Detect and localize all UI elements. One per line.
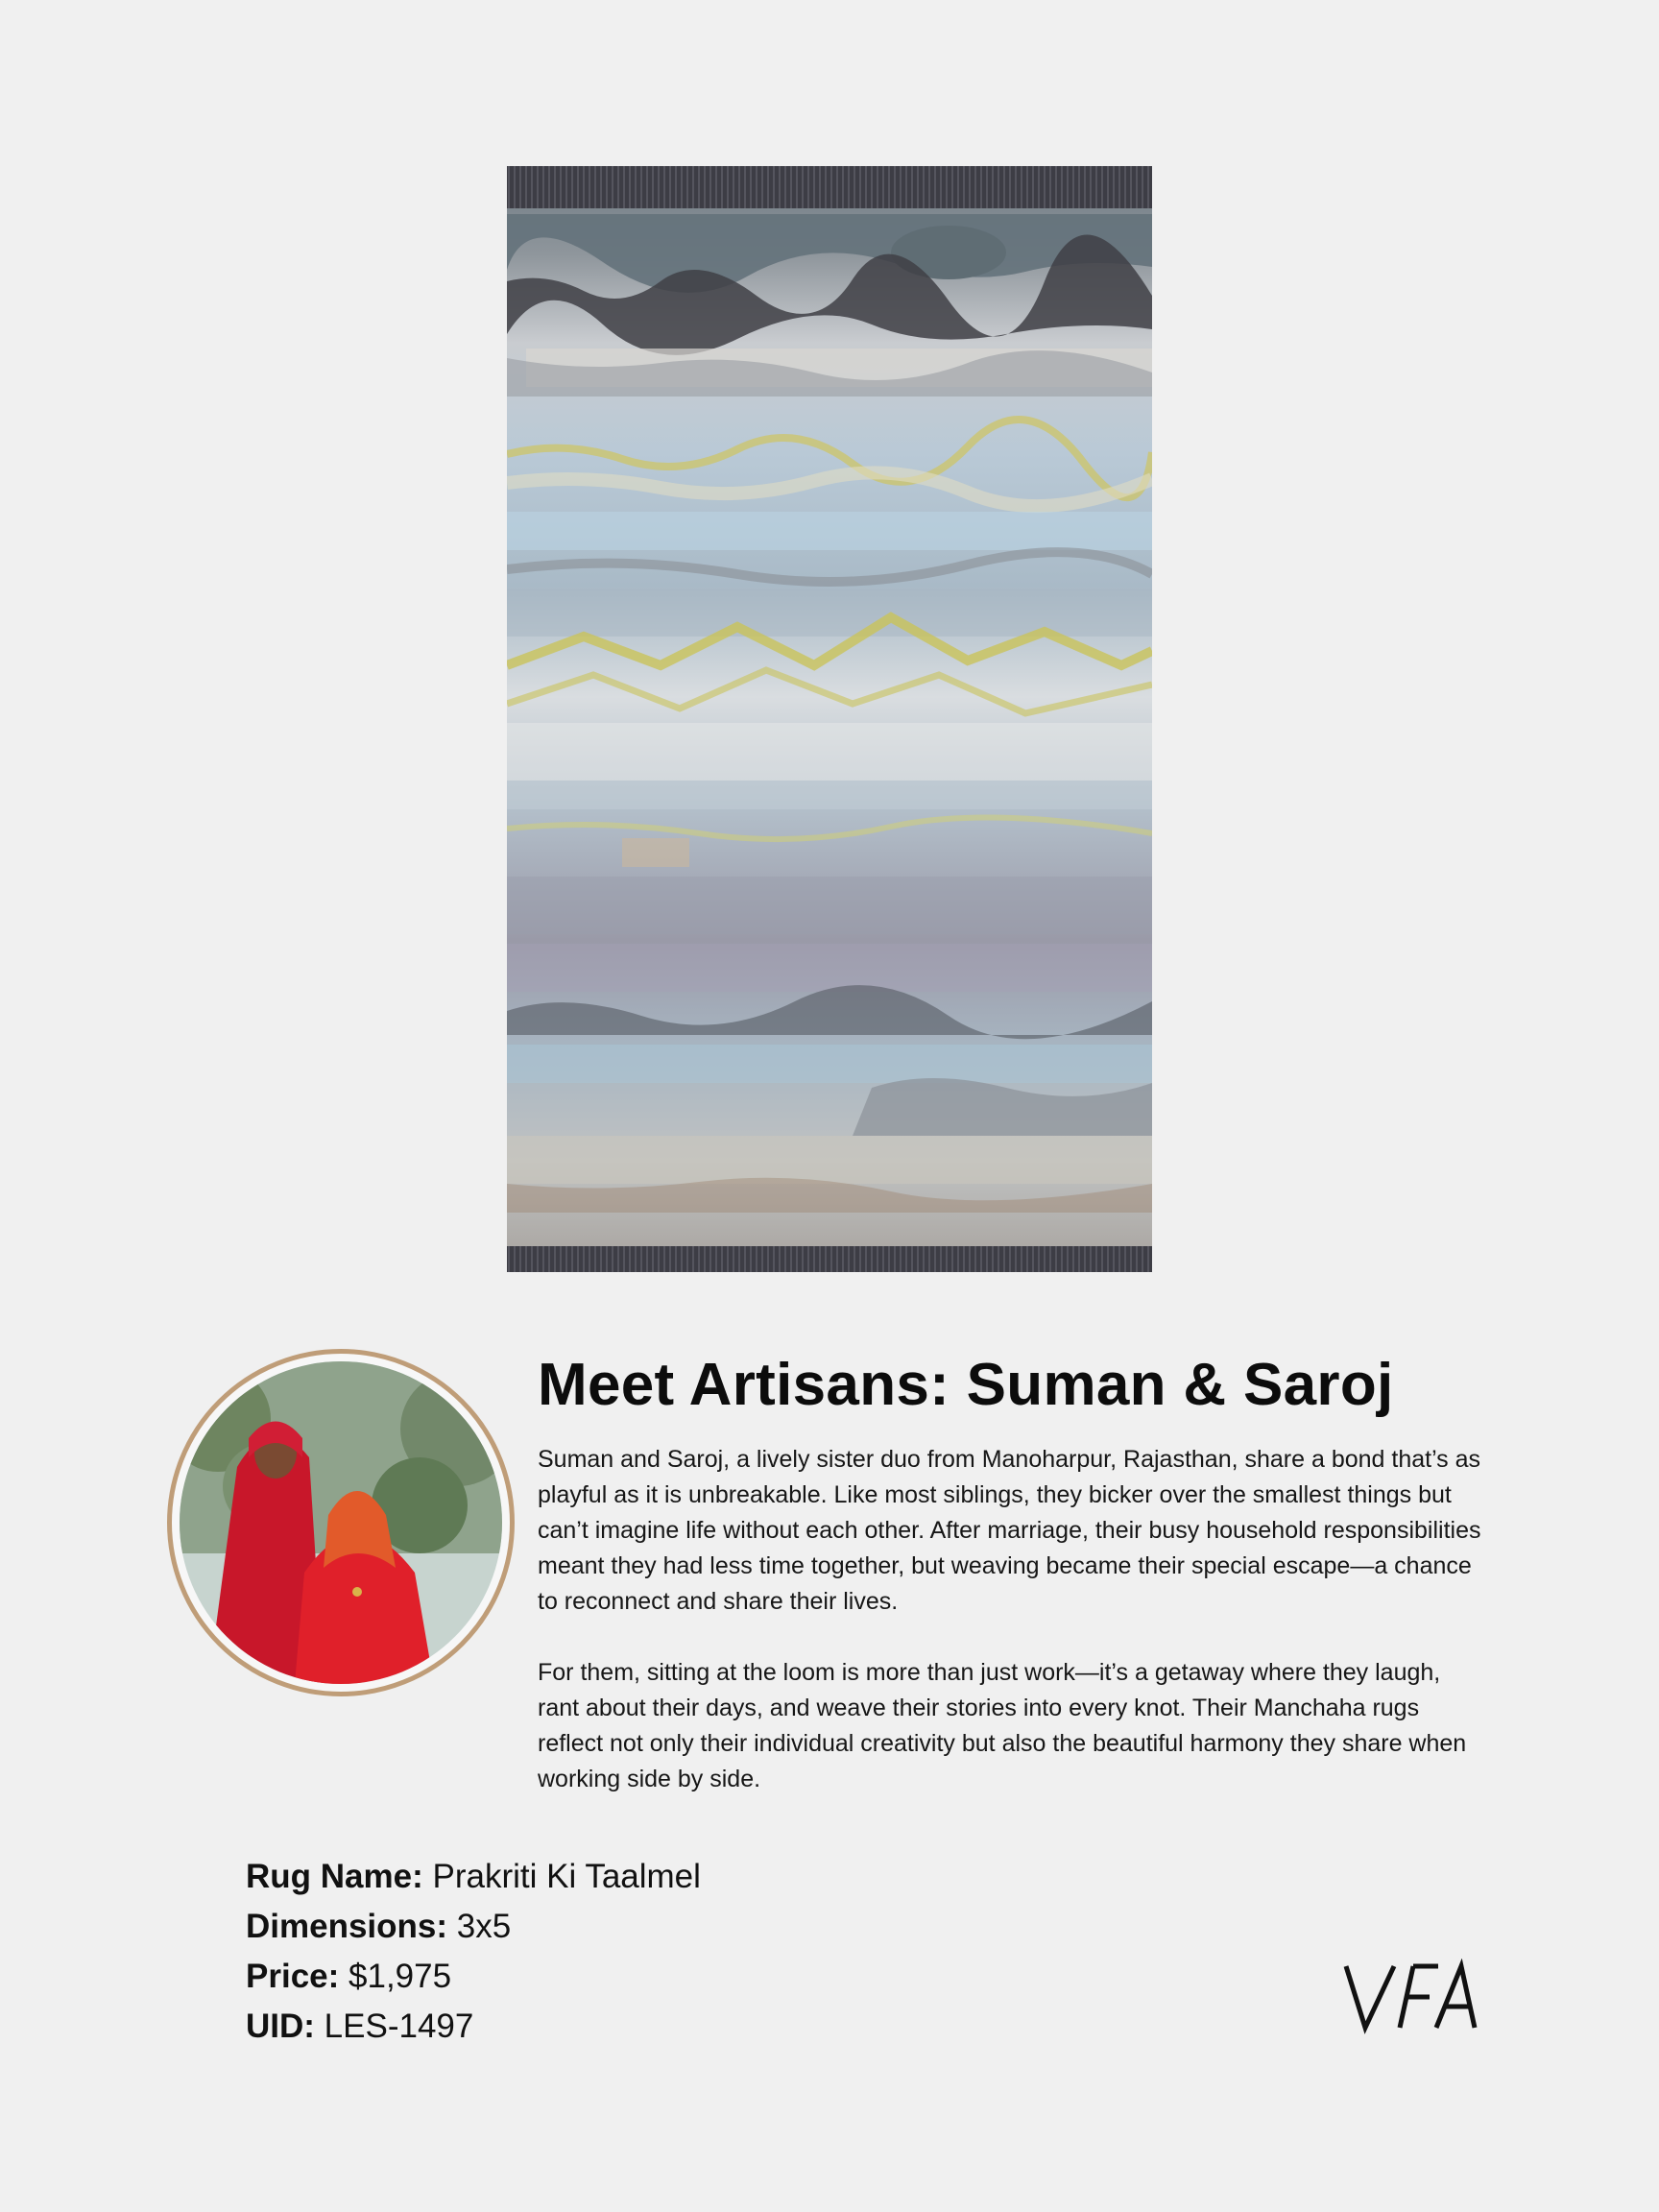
bio-paragraph: Suman and Saroj, a lively sister duo from Manoharpur, Rajasthan, share a bond that’s as playful as it is unbreakable. Like most siblings, they bicker over the smallest things but can’t imagine life without each other. After marriage, their busy household responsibilities meant they had less time together, but weaving became their special escape—a chance to reconnect and share their lives. [538, 1446, 1481, 1615]
spec-label: UID: [246, 2008, 315, 2045]
spec-value: $1,975 [349, 1958, 452, 1995]
spec-uid [246, 2002, 701, 2052]
artisan-photo [180, 1361, 502, 1684]
artisan-portrait [167, 1349, 515, 1696]
artisans-bio [538, 1442, 1483, 1833]
spec-label: Rug Name: [246, 1858, 423, 1895]
spec-dimensions [246, 1902, 701, 1952]
spec-rug-name [246, 1852, 701, 1902]
brand-logo [1338, 1959, 1482, 2035]
rug-specs [246, 1852, 701, 2052]
spec-label: Price: [246, 1958, 340, 1995]
rug-image [507, 166, 1152, 1272]
spec-price [246, 1952, 701, 2002]
artisan-photo-illustration [180, 1361, 502, 1684]
rug-pattern [507, 166, 1152, 1272]
spec-value: LES-1497 [324, 2008, 474, 2045]
artisans-heading: Meet Artisans: Suman & Saroj [538, 1352, 1394, 1418]
bio-paragraph: For them, sitting at the loom is more than just work—it’s a getaway where they laugh, rant about their days, and weave their stories into every knot. Their Manchaha rugs reflect not only their individual creativity but also the beautiful harmony they share when working side by side. [538, 1659, 1467, 1792]
spec-label: Dimensions: [246, 1908, 448, 1945]
spec-value: Prakriti Ki Taalmel [432, 1858, 701, 1895]
spec-value: 3x5 [456, 1908, 512, 1945]
vfa-logo-icon [1338, 1959, 1482, 2035]
